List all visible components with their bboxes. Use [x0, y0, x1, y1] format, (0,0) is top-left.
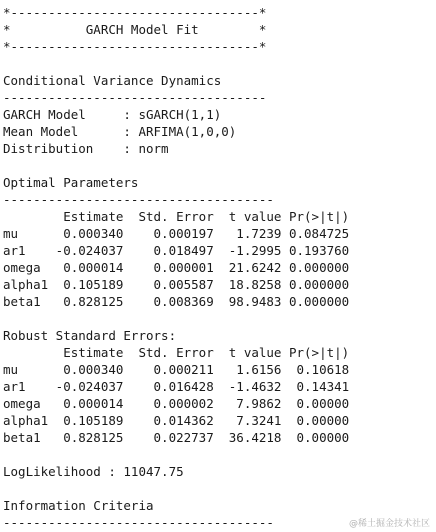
console-line: [3, 55, 349, 72]
console-line: alpha1 0.105189 0.005587 18.8258 0.000000: [3, 277, 350, 292]
console-line: Distribution : norm: [3, 141, 169, 156]
console-output: [3, 4, 349, 531]
console-line: omega 0.000014 0.000001 21.6242 0.000000: [3, 260, 350, 275]
console-line: [3, 480, 349, 497]
console-line: Mean Model : ARFIMA(1,0,0): [3, 124, 237, 139]
console-line: [3, 446, 349, 463]
console-line: beta1 0.828125 0.008369 98.9483 0.000000: [3, 294, 350, 309]
console-line: ar1 -0.024037 0.016428 -1.4632 0.14341: [3, 379, 350, 394]
watermark: @稀土掘金技术社区: [348, 519, 430, 529]
console-line: ar1 -0.024037 0.018497 -1.2995 0.193760: [3, 243, 350, 258]
console-line: Conditional Variance Dynamics: [3, 73, 222, 88]
console-line: Robust Standard Errors:: [3, 328, 177, 343]
console-line: *---------------------------------*: [3, 39, 267, 54]
console-line: alpha1 0.105189 0.014362 7.3241 0.00000: [3, 413, 350, 428]
console-line: mu 0.000340 0.000211 1.6156 0.10618: [3, 362, 350, 377]
console-line: omega 0.000014 0.000002 7.9862 0.00000: [3, 396, 350, 411]
console-line: Estimate Std. Error t value Pr(>|t|): [3, 345, 350, 360]
console-line: ------------------------------------: [3, 515, 274, 530]
console-line: mu 0.000340 0.000197 1.7239 0.084725: [3, 226, 350, 241]
console-line: ------------------------------------: [3, 192, 274, 207]
console-line: * GARCH Model Fit *: [3, 22, 267, 37]
console-line: [3, 157, 349, 174]
console-line: Estimate Std. Error t value Pr(>|t|): [3, 209, 350, 224]
console-line: *---------------------------------*: [3, 5, 267, 20]
console-line: GARCH Model : sGARCH(1,1): [3, 107, 222, 122]
console-line: [3, 310, 349, 327]
console-line: Information Criteria: [3, 498, 154, 513]
console-line: LogLikelihood : 11047.75: [3, 464, 184, 479]
console-line: -----------------------------------: [3, 90, 267, 105]
console-line: Optimal Parameters: [3, 175, 139, 190]
console-line: beta1 0.828125 0.022737 36.4218 0.00000: [3, 430, 350, 445]
